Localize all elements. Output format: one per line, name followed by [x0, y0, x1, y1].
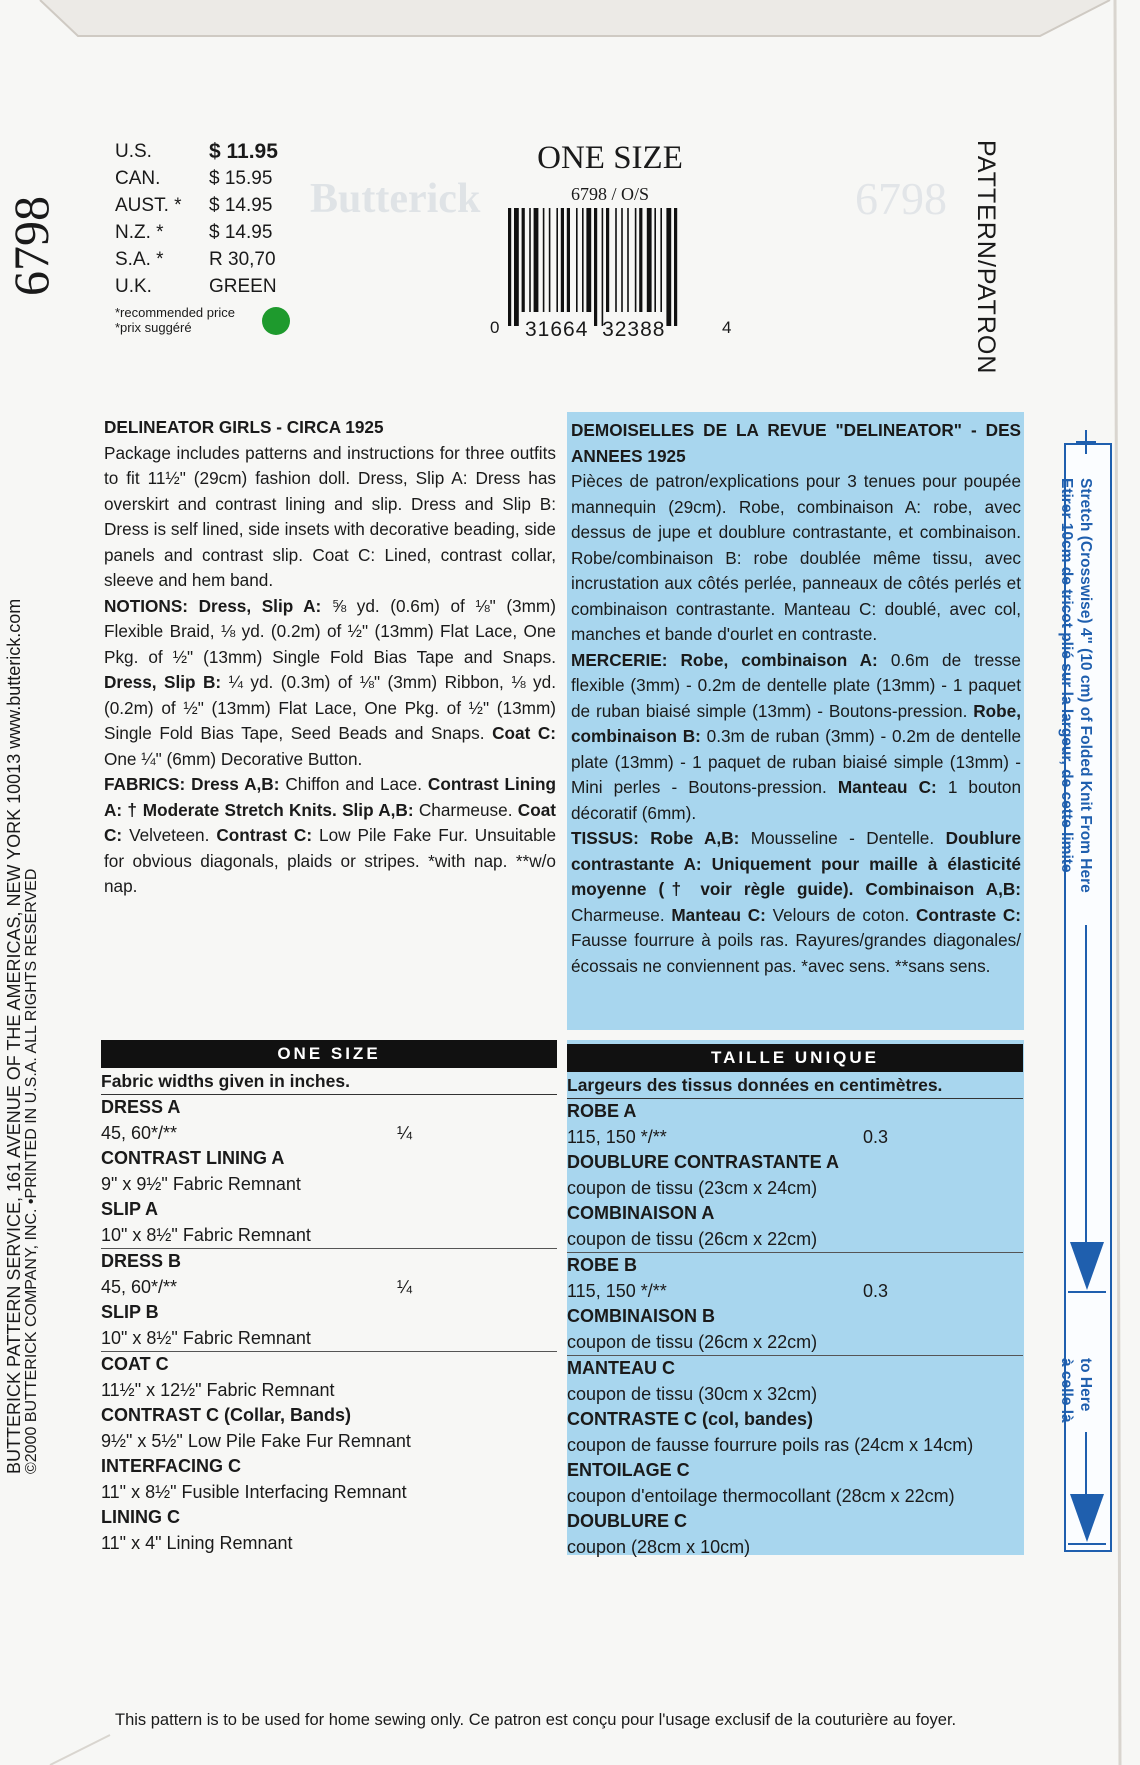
table-item-label: ROBE B [567, 1255, 638, 1275]
table-group [101, 1352, 557, 1556]
barcode-bar [556, 208, 558, 312]
price-value: $ 11.95 [209, 140, 278, 163]
table-item-value-row: coupon de fausse fourrure poils ras (24cm x 14cm) [567, 1435, 974, 1455]
table-subheader: Largeurs des tissus données en centimètres. [567, 1072, 1023, 1099]
english-description [104, 415, 556, 900]
french-mercerie: MERCERIE: Robe, combinaison A: 0.6m de tresse flexible (3mm) - 0.2m de dentelle plate (13mm) - 1 paquet de ruban biaisé simple (13mm) - Boutons-pression. Robe, combinaison B: 0.3m de ruban (3mm) - 0.2m de dentelle plate (13mm) - 1 paquet de ruban biaisé simple (13mm) - Mini perles - Boutons-pression. Manteau C: 1 bouton décoratif (6mm). [571, 649, 1021, 823]
barcode-bar [621, 208, 623, 312]
yardage-table-en [101, 1040, 557, 1556]
stretch-to-here-label: to Here [1077, 1358, 1094, 1412]
french-description [571, 418, 1021, 979]
price-value: GREEN [209, 276, 277, 297]
english-fabrics: FABRICS: Dress A,B: Chiffon and Lace. Contrast Lining A: † Moderate Stretch Knits. Slip A,B: Charmeuse. Coat C: Velveteen. Contrast C: Low Pile Fake Fur. Unsuitable for obvious diagonals, plaids or stripes. *with nap. **w/o nap. [104, 774, 557, 896]
footer-note: This pattern is to be used for home sewing only. Ce patron est conçu pour l'usage exclusif de la couturière au foyer. [115, 1711, 957, 1729]
barcode-bar [666, 208, 671, 326]
table-item-label: COMBINAISON B [567, 1306, 715, 1326]
pattern-patron-label: PATTERN/PATRON [972, 140, 1000, 375]
table-item-value-row: coupon (28cm x 10cm) [567, 1537, 751, 1557]
table-item-label: ROBE A [567, 1101, 637, 1121]
publisher-address: BUTTERICK PATTERN SERVICE, 161 AVENUE OF THE AMERICAS, NEW YORK 10013 www.butterick.com [4, 598, 24, 1474]
french-tissus: TISSUS: Robe A,B: Mousseline - Dentelle. Doublure contrastante A: Uniquement pour maille à élasticité moyenne († voir règle guide). Combinaison A,B: Charmeuse. Manteau C: Velours de coton. Contraste C: Fausse fourrure à poils ras. Rayures/grandes diagonales/écossais ne conviennent pas. *avec sens. **sans sens. [571, 828, 1022, 976]
table-item-label: INTERFACING C [101, 1456, 242, 1476]
table-item-value-row: coupon de tissu (30cm x 32cm) [567, 1384, 818, 1404]
table-item-label: COMBINAISON A [567, 1203, 715, 1223]
table-item-value-row: 45, 60*/** ¼ [101, 1277, 413, 1297]
price-row-nz [115, 219, 295, 246]
french-intro: Pièces de patron/explications pour 3 tenues pour poupée mannequin (29cm). Robe, combinaison A: robe, avec dessus de jupe et doublure contrastante, et combinaison. Robe/combinaison B: robe doublée même tissu, avec incrustation aux côtés perlée, panneaux de côtés perlés et combinaison contrastante. Manteau C: doublé, avec col, manches et bande d'ourlet en contraste. [571, 471, 1021, 644]
table-item-label: MANTEAU C [567, 1358, 675, 1378]
price-row-can [115, 165, 295, 192]
barcode-bar [594, 208, 597, 326]
price-value: $ 15.95 [209, 168, 273, 189]
table-item-value-row: 9" x 9½" Fabric Remnant [101, 1174, 301, 1194]
barcode-bar [561, 208, 564, 312]
table-item-label: SLIP A [101, 1199, 159, 1219]
size-title: ONE SIZE [537, 140, 683, 176]
barcode-bar [615, 208, 617, 312]
table-item-label: SLIP B [101, 1302, 159, 1322]
table-item-label: CONTRAST LINING A [101, 1148, 285, 1168]
table-item-label: CONTRASTE C (col, bandes) [567, 1409, 814, 1429]
price-row-sa [115, 246, 295, 273]
barcode-bar [567, 208, 570, 312]
barcode-bar [654, 208, 656, 312]
table-header: ONE SIZE [101, 1040, 557, 1068]
table-item-label: DRESS B [101, 1251, 182, 1271]
stretch-instruction-fr: Etirer 10cm de tricot plié sur la largeur, de cette limite [1058, 478, 1075, 873]
price-country: S.A. * [115, 249, 164, 270]
table-group [101, 1095, 557, 1249]
ghost-brand-watermark: Butterick [310, 176, 481, 222]
price-row-us [115, 138, 295, 165]
recommended-note-en: *recommended price [115, 305, 235, 320]
barcode-bar [508, 208, 511, 326]
price-country: AUST. * [115, 195, 182, 216]
barcode-bar [582, 208, 584, 312]
table-item-value-row: 11" x 8½" Fusible Interfacing Remnant [101, 1482, 407, 1502]
pattern-number: 6798 [3, 196, 59, 296]
barcode-bar [674, 208, 677, 326]
copyright-line: ©2000 BUTTERICK COMPANY, INC. •PRINTED IN U.S.A. ALL RIGHTS RESERVED [23, 868, 40, 1474]
barcode-bar [576, 208, 578, 312]
table-item-value-row: coupon d'entoilage thermocollant (28cm x 22cm) [567, 1486, 955, 1506]
yardage-table-fr [567, 1044, 1023, 1560]
recommended-price-note [115, 305, 235, 335]
stretch-a-celle-la-label: à celle là [1058, 1358, 1075, 1423]
barcode-bar [529, 208, 531, 312]
english-notions: NOTIONS: Dress, Slip A: ⅝ yd. (0.6m) of ⅛" (3mm) Flexible Braid, ⅛ yd. (0.2m) of ½" (13mm) Flat Lace, One Pkg. of ½" (13mm) Single Fold Bias Tape and Snaps. Dress, Slip B: ¼ yd. (0.3m) of ⅛" (3mm) Ribbon, ⅛ yd. (0.2m) of ½" (13mm) Flat Lace, One Pkg. of ½" (13mm) Single Fold Bias Tape, Seed Beads and Snaps. Coat C: One ¼" (6mm) Decorative Button. [104, 595, 557, 769]
price-row-aust [115, 192, 295, 219]
barcode-icon [506, 208, 712, 330]
french-title: DEMOISELLES DE LA REVUE "DELINEATOR" - DES ANNEES 1925 [571, 420, 1021, 466]
table-subheader: Fabric widths given in inches. [101, 1068, 557, 1095]
barcode-bar [606, 208, 609, 312]
price-country: N.Z. * [115, 222, 164, 243]
price-country: U.S. [115, 141, 152, 162]
barcode-bar [549, 208, 551, 312]
price-row-uk [115, 273, 295, 300]
barcode-bar [522, 208, 525, 312]
price-country: CAN. [115, 168, 161, 189]
table-item-value-row: 10" x 8½" Fabric Remnant [101, 1328, 311, 1348]
table-item-value-row: 11" x 4" Lining Remnant [101, 1533, 293, 1553]
barcode-bar [514, 208, 519, 326]
table-item-value-row: coupon de tissu (26cm x 22cm) [567, 1332, 818, 1352]
table-group [101, 1249, 557, 1352]
barcode-digits: 31664 32388 [525, 318, 666, 341]
table-item-label: DRESS A [101, 1097, 181, 1117]
table-item-value-row: coupon de tissu (26cm x 22cm) [567, 1229, 818, 1249]
table-item-value-row: 115, 150 */** 0.3 [567, 1281, 889, 1301]
ghost-number-watermark: 6798 [855, 173, 947, 224]
table-item-value-row: 115, 150 */** 0.3 [567, 1127, 889, 1147]
table-item-label: ENTOILAGE C [567, 1460, 690, 1480]
barcode-bar [543, 208, 545, 312]
table-item-label: DOUBLURE CONTRASTANTE A [567, 1152, 839, 1172]
barcode-bar [586, 208, 591, 312]
green-dot-icon [262, 307, 290, 335]
table-header: TAILLE UNIQUE [567, 1044, 1023, 1072]
table-group [567, 1099, 1023, 1253]
english-intro: Package includes patterns and instructions for three outfits to fit 11½" (29cm) fashion doll. Dress, Slip A: Dress has overskirt and contrast lining and slip. Dress and Slip B: Dress is self lined, side insets with decorative beading, side panels and contrast slip. Coat C: Lined, contrast collar, sleeve and hem band. [104, 442, 556, 590]
table-item-value-row: 11½" x 12½" Fabric Remnant [101, 1380, 335, 1400]
price-value: $ 14.95 [209, 195, 273, 216]
table-group [567, 1253, 1023, 1356]
price-value: $ 14.95 [209, 222, 273, 243]
table-item-value-row: 9½" x 5½" Low Pile Fake Fur Remnant [101, 1431, 411, 1451]
stretch-instruction-en: Stretch (Crosswise) 4" (10 cm) of Folded Knit From Here [1077, 478, 1094, 893]
table-item-value-row: 45, 60*/** ¼ [101, 1123, 413, 1143]
english-title: DELINEATOR GIRLS - CIRCA 1925 [104, 417, 384, 437]
barcode-bar [635, 208, 637, 312]
barcode-right-digit: 4 [722, 318, 732, 337]
style-code: 6798 / O/S [570, 184, 649, 204]
table-item-value-row: 10" x 8½" Fabric Remnant [101, 1225, 311, 1245]
barcode-bar [647, 208, 652, 312]
table-item-label: DOUBLURE C [567, 1511, 687, 1531]
table-item-label: CONTRAST C (Collar, Bands) [101, 1405, 352, 1425]
price-value: R 30,70 [209, 249, 276, 270]
barcode-bar [627, 208, 629, 312]
table-group [567, 1356, 1023, 1560]
recommended-note-fr: *prix suggéré [115, 320, 192, 335]
price-list [115, 138, 295, 300]
price-country: U.K. [115, 276, 152, 297]
barcode-bar [602, 208, 604, 326]
barcode-bar [639, 208, 642, 312]
barcode-left-digit: 0 [490, 318, 500, 337]
table-item-label: LINING C [101, 1507, 180, 1527]
barcode-bar [660, 208, 662, 312]
barcode-bar [534, 208, 539, 312]
table-item-value-row: coupon de tissu (23cm x 24cm) [567, 1178, 818, 1198]
table-item-label: COAT C [101, 1354, 169, 1374]
